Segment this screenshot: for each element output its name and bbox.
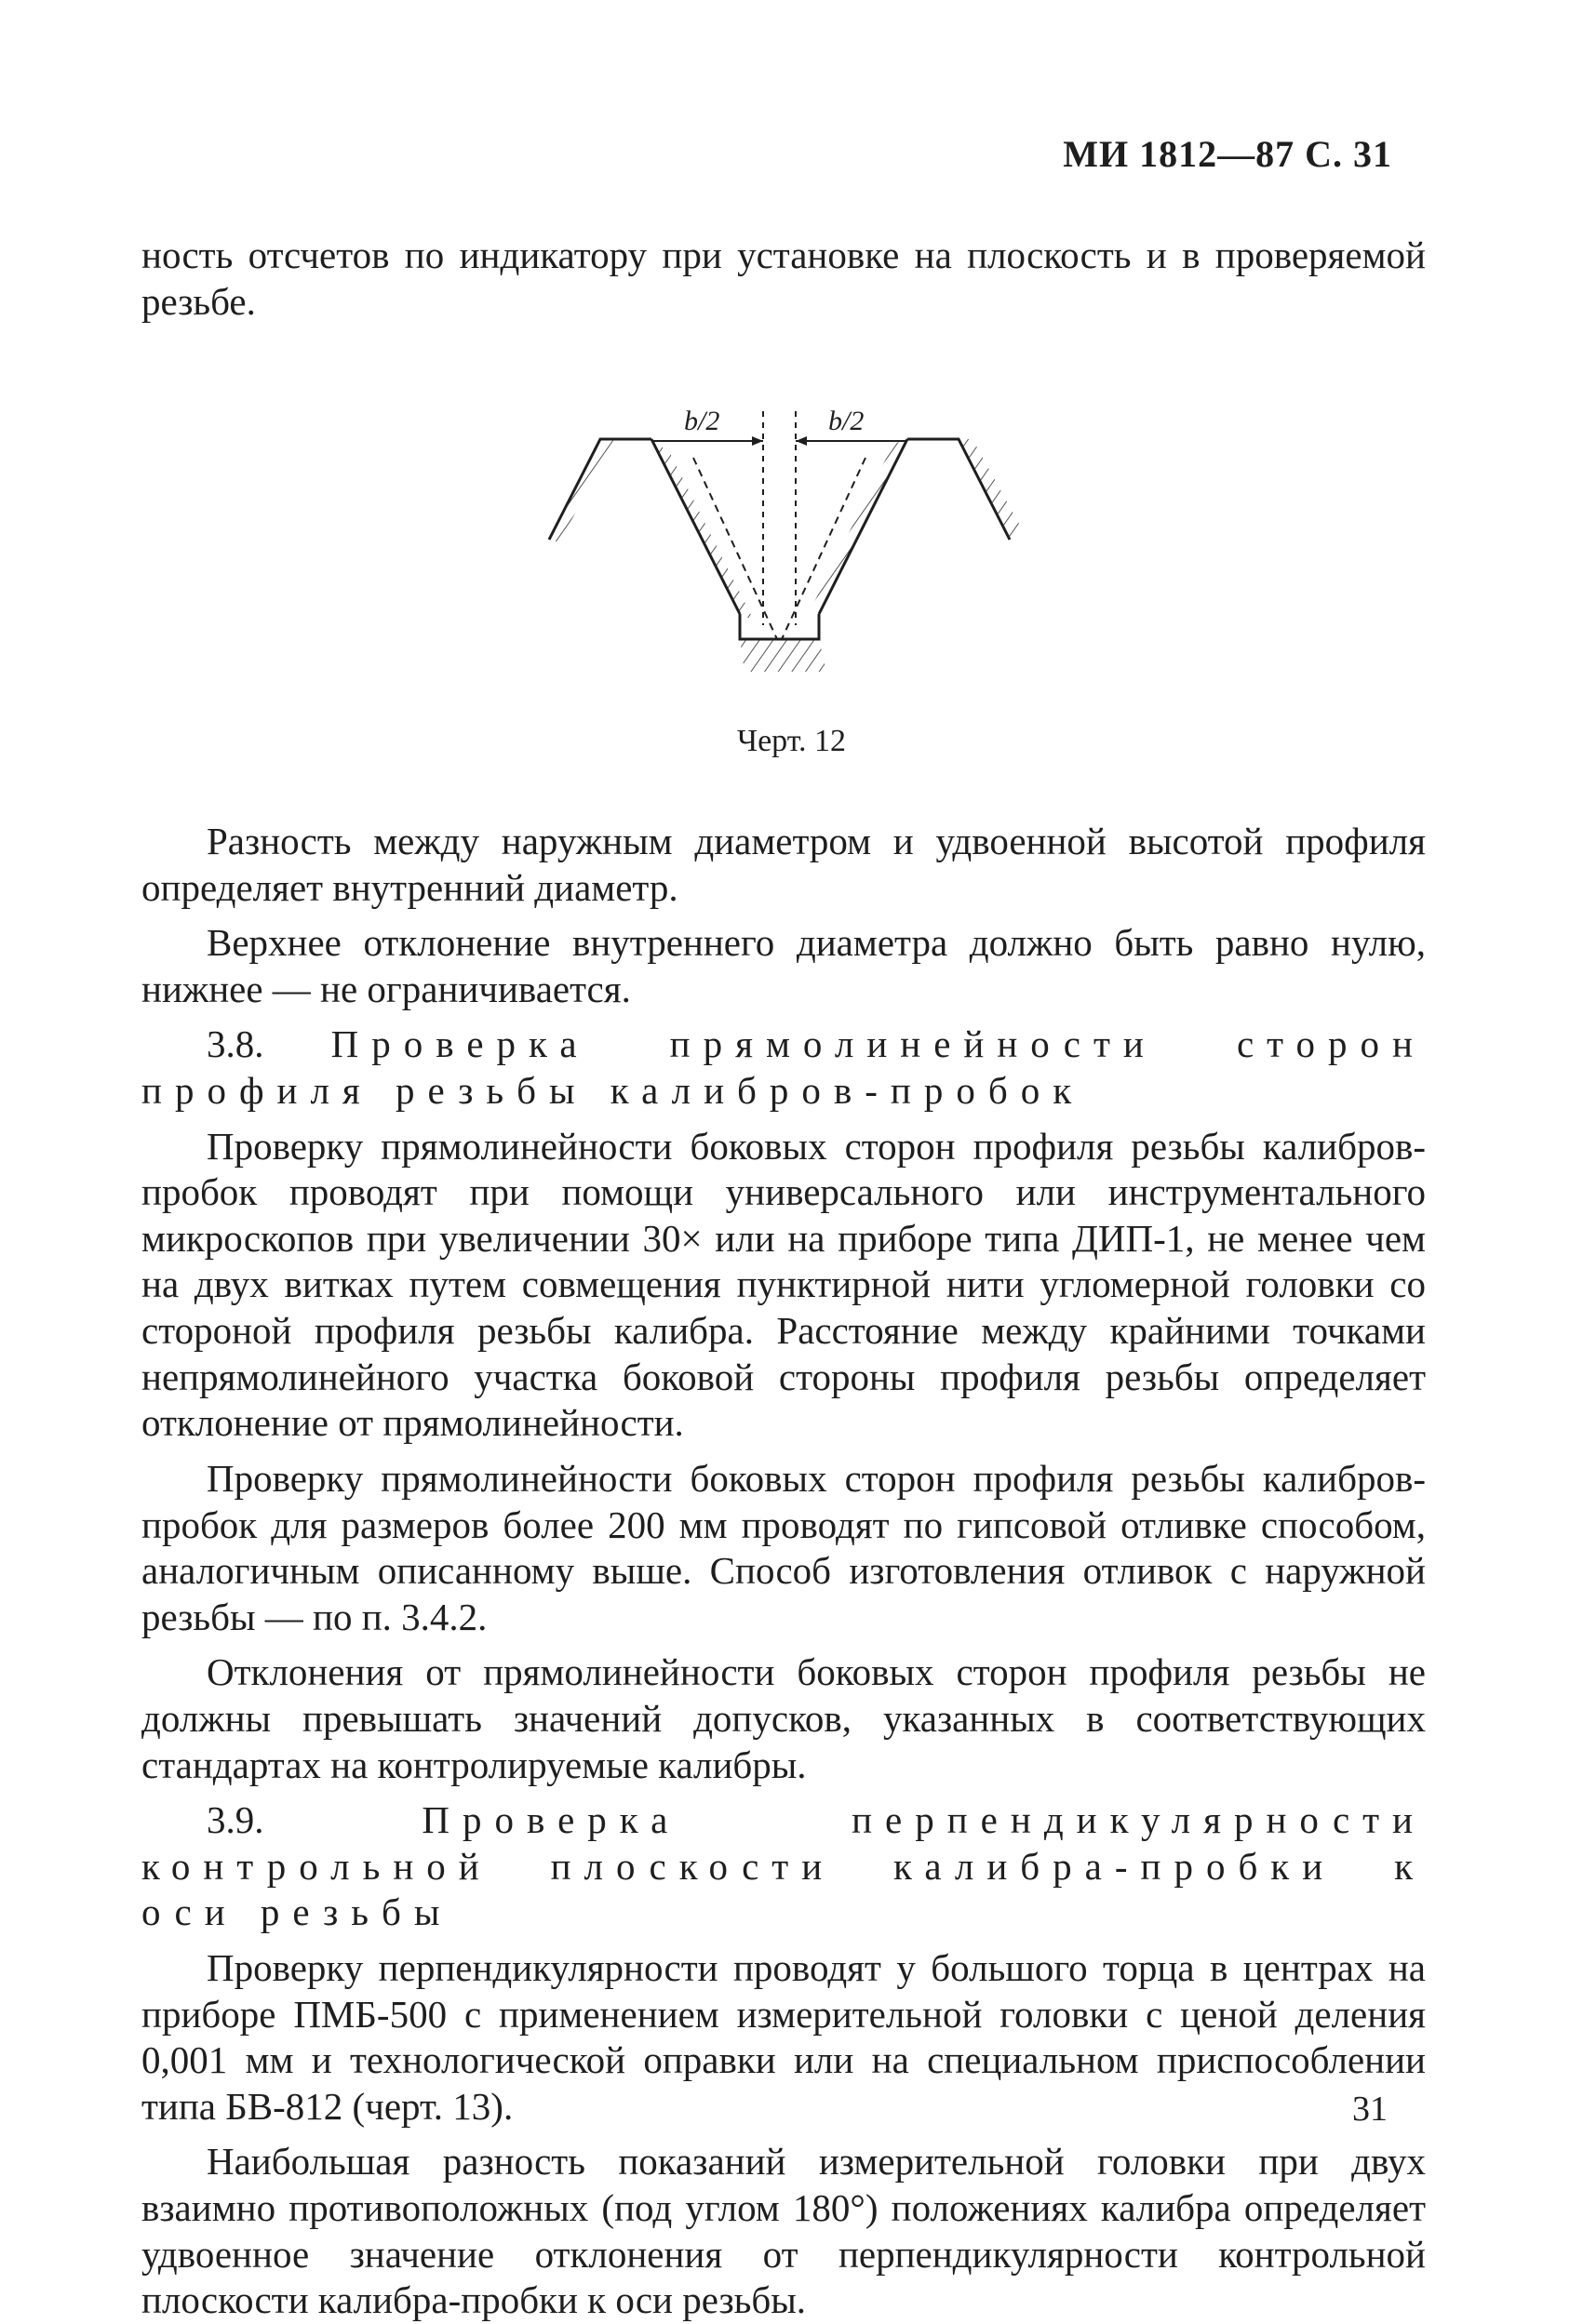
paragraph-inner-diameter: Разность между наружным диаметром и удвоенной высотой профиля определяет внутренний диаметр. xyxy=(141,820,1426,909)
document-reference: МИ 1812—87 С. 31 xyxy=(1063,133,1392,175)
paragraph-straightness-large: Проверку прямолинейности боковых сторон профиля резьбы калибров-пробок для размеров более 200 мм проводят по гипсовой отливке способом, аналогичным описанному выше. Способ изготовления отливок с наружной резьбы — по п. 3.4.2. xyxy=(141,1456,1426,1638)
figure-caption: Черт. 12 xyxy=(736,724,847,758)
section-3-8-number: 3.8. xyxy=(207,1022,264,1066)
paragraph-perpendicularity-result: Наибольшая разность показаний измерительной головки при двух взаимно противоположных (под углом 180°) положениях калибра определяет удвоенное значение отклонения от перпендикулярности контрольной плоскости калибра-пробки к оси резьбы. xyxy=(141,2140,1426,2322)
intro-paragraph xyxy=(141,233,1426,325)
main-body xyxy=(141,819,1426,2324)
paragraph-straightness-tolerance: Отклонения от прямолинейности боковых сторон профиля резьбы не должны превышать значений допусков, указанных в соответствующих стандартах на контролируемые калибры. xyxy=(141,1650,1426,1786)
thread-profile-figure xyxy=(530,402,1033,681)
section-3-9-number: 3.9. xyxy=(207,1798,264,1842)
dimension-label-left: b/2 xyxy=(684,406,720,436)
dimension-label-right: b/2 xyxy=(828,406,865,436)
thread-profile-drawing xyxy=(549,411,1024,672)
intro-text: ность отсчетов по индикатору при установке на плоскость и в проверяемой резьбе. xyxy=(141,234,1426,323)
paragraph-perpendicularity-method: Проверку перпендикулярности проводят у большого торца в центрах на приборе ПМБ-500 с применением измерительной головки с ценой деления 0,001 мм и технологической оправки или на специальном приспособлении типа БВ-812 (черт. 13). xyxy=(141,1946,1426,2128)
paragraph-straightness-method: Проверку прямолинейности боковых сторон профиля резьбы калибров-пробок проводят при помощи универсального или инструментального микроскопов при увеличении 30× или на приборе типа ДИП-1, не менее чем на двух витках путем совмещения пунктирной нити угломерной головки со стороной профиля резьбы калибра. Расстояние между крайними точками непрямолинейного участка боковой стороны профиля резьбы определяет отклонение от прямолинейности. xyxy=(141,1124,1426,1445)
section-3-9-title: Проверка перпендикулярности контрольной плоскости калибра-пробки к оси резьбы xyxy=(141,1798,1426,1934)
section-3-8-heading xyxy=(141,1022,1426,1114)
paragraph-deviation: Верхнее отклонение внутреннего диаметра должно быть равно нулю, нижнее — не ограничивается. xyxy=(141,921,1426,1010)
section-3-9-heading xyxy=(141,1797,1426,1936)
section-3-8-title: Проверка прямолинейности сторон профиля резьбы калибров-пробок xyxy=(141,1022,1426,1113)
page-number: 31 xyxy=(1352,2090,1388,2129)
